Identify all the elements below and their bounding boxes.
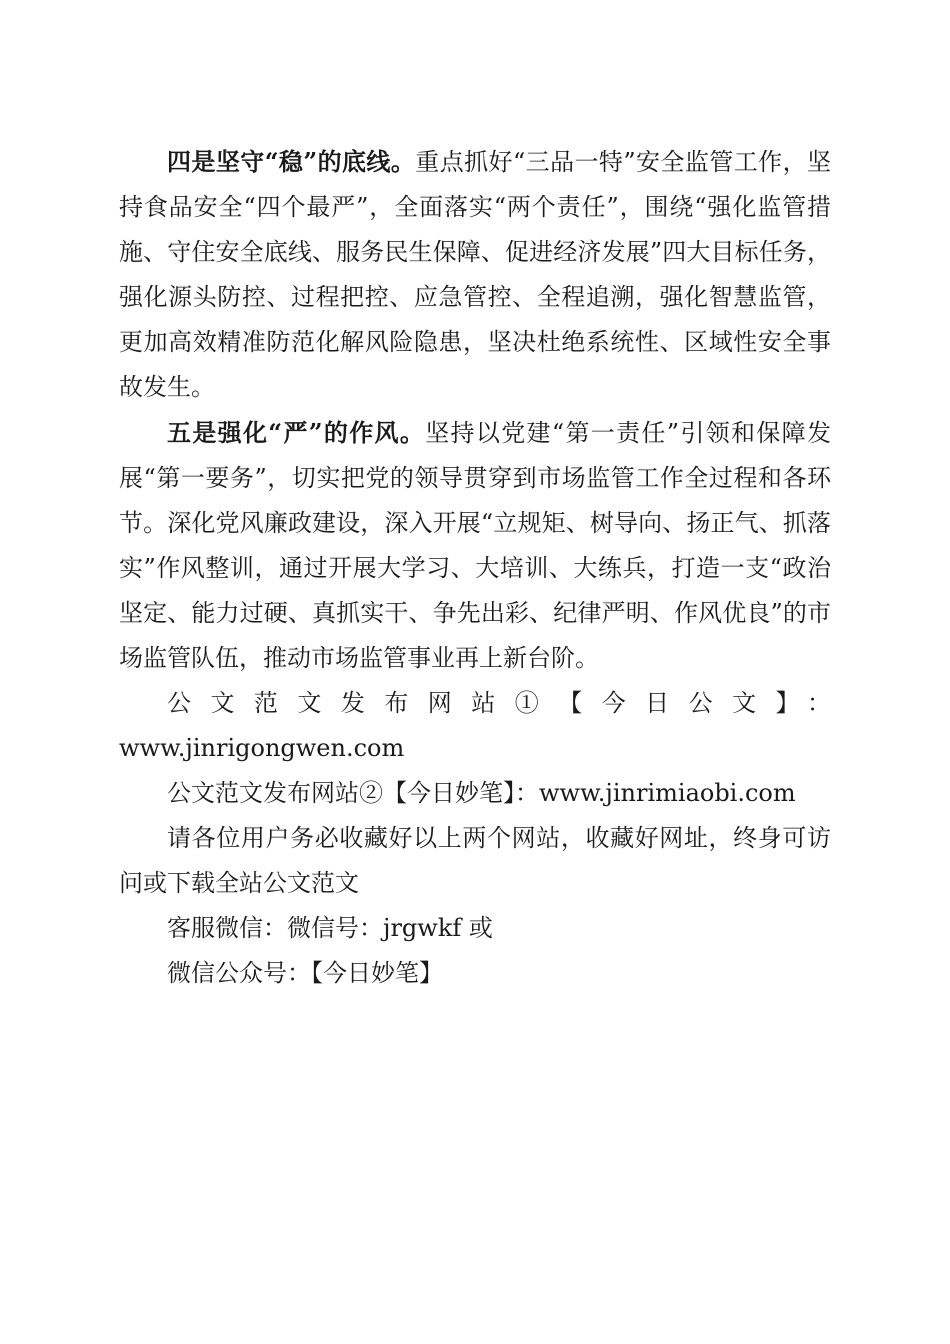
paragraph-five: [119, 410, 831, 681]
site-one-label: 公文范文发布网站①【今日公文】：: [167, 689, 831, 717]
paragraph-four: [119, 139, 831, 410]
wechat-official-account: 微信公众号：【今日妙笔】: [167, 959, 443, 987]
bookmark-notice: 请各位用户务必收藏好以上两个网站，收藏好网址，终身可访问或下载全站公文范文: [119, 824, 831, 897]
site-one-url: www.jinrigongwen.com: [119, 734, 405, 762]
site-two-line: 公文范文发布网站②【今日妙笔】：www.jinrimiaobi.com: [167, 779, 796, 807]
paragraph-four-body: 重点抓好“三品一特”安全监管工作，坚持食品安全“四个最严”，全面落实“两个责任”，围绕“强化监管措施、守住安全底线、服务民生保障、促进经济发展”四大目标任务，强化源头防控、过程把控、应急管控、全程追溯，强化智慧监管，更加高效精准防范化解风险隐患，坚决杜绝系统性、区域性安全事故发生。: [119, 148, 831, 401]
paragraph-five-body: 坚持以党建“第一责任”引领和保障发展“第一要务”，切实把党的领导贯穿到市场监管工作全过程和各环节。深化党风廉政建设，深入开展“立规矩、树导向、扬正气、抓落实”作风整训，通过开展大学习、大培训、大练兵，打造一支“政治坚定、能力过硬、真抓实干、争先出彩、纪律严明、作风优良”的市场监管队伍，推动市场监管事业再上新台阶。: [119, 419, 831, 672]
paragraph-five-lead: 五是强化“严”的作风。: [167, 418, 426, 447]
document-page: [119, 139, 831, 996]
wechat-service: 客服微信：微信号：jrgwkf 或: [167, 914, 493, 942]
paragraph-four-lead: 四是坚守“稳”的底线。: [167, 147, 416, 176]
